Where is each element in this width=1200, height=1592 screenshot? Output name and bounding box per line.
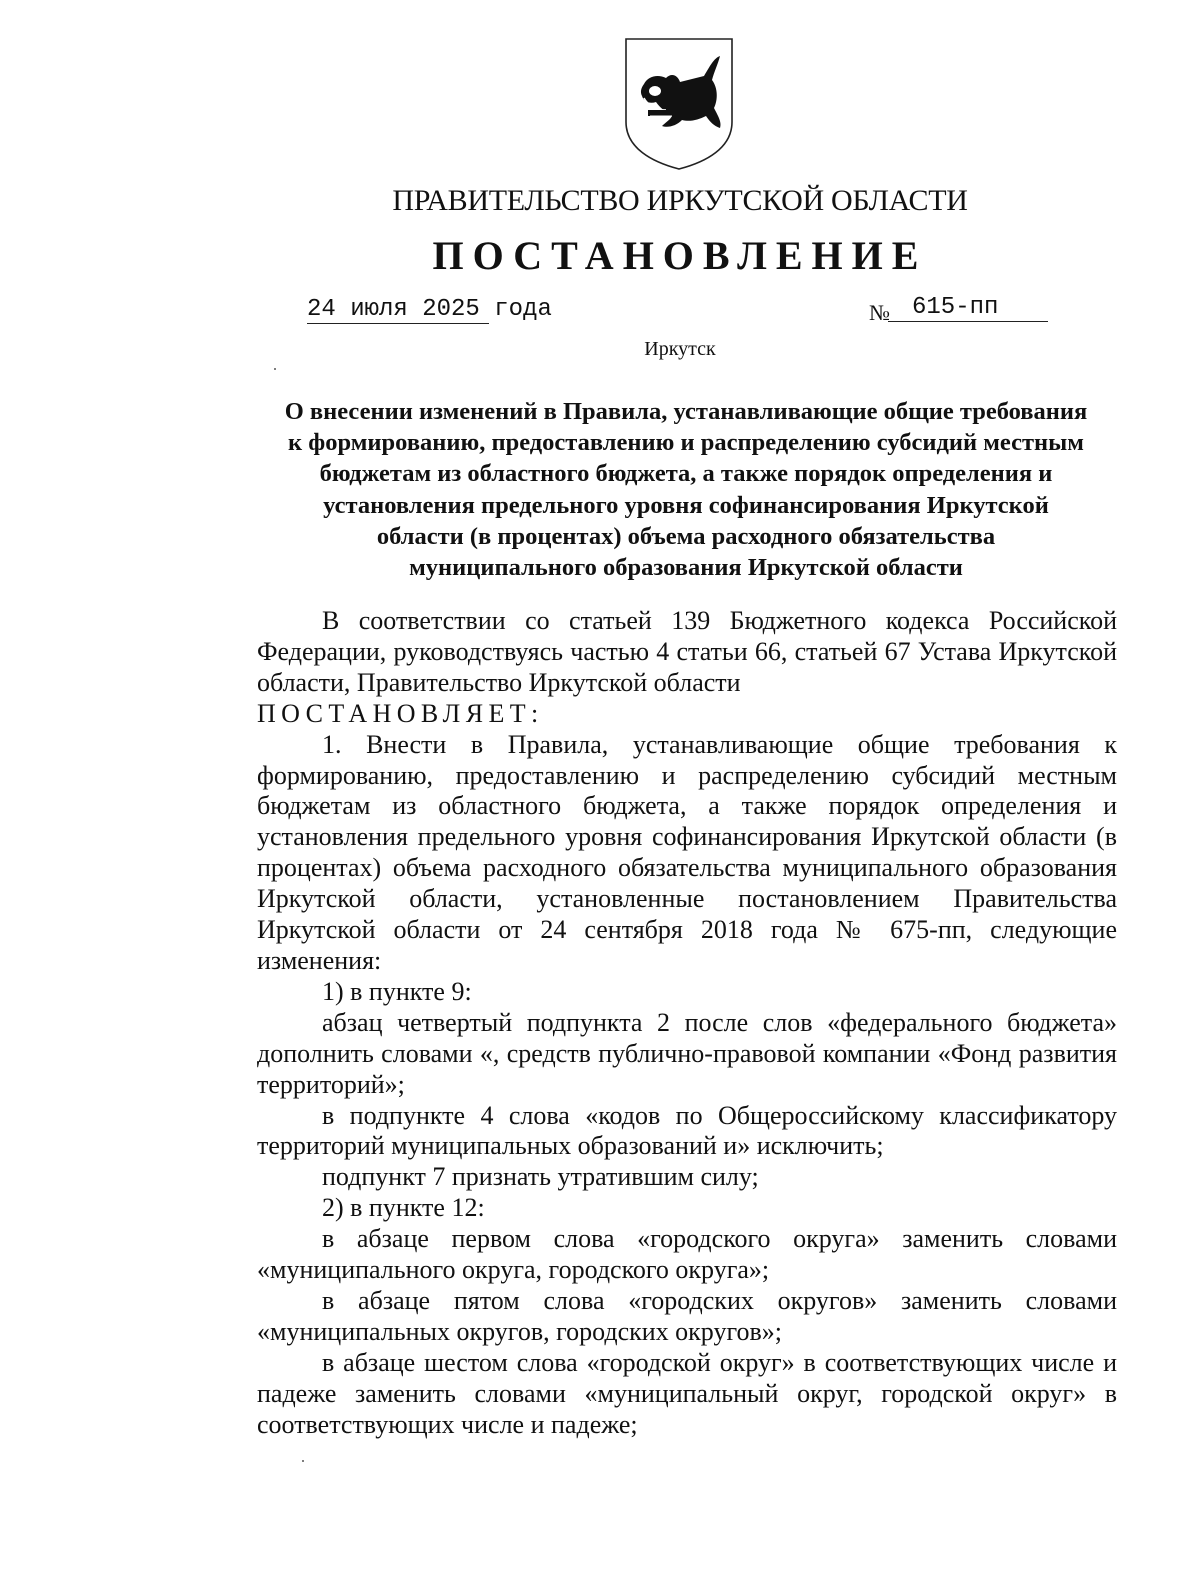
title-line: муниципального образования Иркутской области	[409, 554, 963, 582]
resolves-heading: ПОСТАНОВЛЯЕТ:	[257, 698, 544, 728]
title-line: О внесении изменений в Правила, устанавливающие общие требования	[284, 398, 1088, 425]
subitem-2-paragraph-1: в абзаце первом слова «городского округа» заменить словами «муниципального округа, городского округа»;	[257, 1224, 1117, 1285]
city-name: Иркутск	[644, 338, 716, 360]
document-body	[257, 606, 1117, 1440]
subitem-1-paragraph-1: абзац четвертый подпункта 2 после слов «федерального бюджета» дополнить словами «, средств публично-правовой компании «Фонд развития территорий»;	[257, 1007, 1117, 1099]
subitem-2-paragraph-3: в абзаце шестом слова «городской округ» в соответствующих числе и падеже заменить словами «муниципальный округ, городской округ» в соответствующих числе и падеже;	[257, 1347, 1117, 1439]
organization-name: ПРАВИТЕЛЬСТВО ИРКУТСКОЙ ОБЛАСТИ	[392, 184, 968, 217]
document-date: 24 июля 2025 года	[307, 296, 552, 323]
title-line: к формированию, предоставлению и распределению субсидий местным	[288, 429, 1084, 457]
title-line: области (в процентах) объема расходного обязательства	[376, 522, 996, 550]
irkutsk-coat-of-arms-icon	[622, 36, 736, 172]
scan-speck	[302, 1460, 304, 1462]
preamble-paragraph: В соответствии со статьей 139 Бюджетного кодекса Российской Федерации, руководствуясь частью 4 статьи 66, статьей 67 Устава Иркутской области, Правительство Иркутской области	[257, 606, 1117, 697]
number-label: №	[869, 300, 890, 325]
subitem-1-heading: 1) в пункте 9:	[322, 976, 472, 1006]
subitem-2-heading: 2) в пункте 12:	[322, 1193, 485, 1223]
item-1-paragraph: 1. Внести в Правила, устанавливающие общие требования к формированию, предоставлению и распределению субсидий местным бюджетам из областного бюджета, а также порядок определения и установления предельного уровня софинансирования Иркутской области (в процентах) объема расходного обязательства муниципального образования Иркутской области, установленные постановлением Правительства Иркутской области от 24 сентября 2018 года № 675-пп, следующие изменения:	[257, 729, 1117, 975]
title-line: установления предельного уровня софинансирования Иркутской	[323, 491, 1049, 519]
scan-speck	[274, 368, 276, 370]
subitem-1-paragraph-3: подпункт 7 признать утратившим силу;	[322, 1162, 759, 1192]
document-type: ПОСТАНОВЛЕНИЕ	[432, 233, 928, 278]
document-number: 615-пп	[912, 294, 999, 321]
subitem-2-paragraph-2: в абзаце пятом слова «городских округов» заменить словами «муниципальных округов, городских округов»;	[257, 1285, 1117, 1346]
subitem-1-paragraph-2: в подпункте 4 слова «кодов по Общероссийскому классификатору территорий муниципальных образований и» исключить;	[257, 1100, 1117, 1161]
document-title	[250, 396, 1122, 583]
title-line: бюджетам из областного бюджета, а также порядок определения и	[319, 460, 1053, 488]
